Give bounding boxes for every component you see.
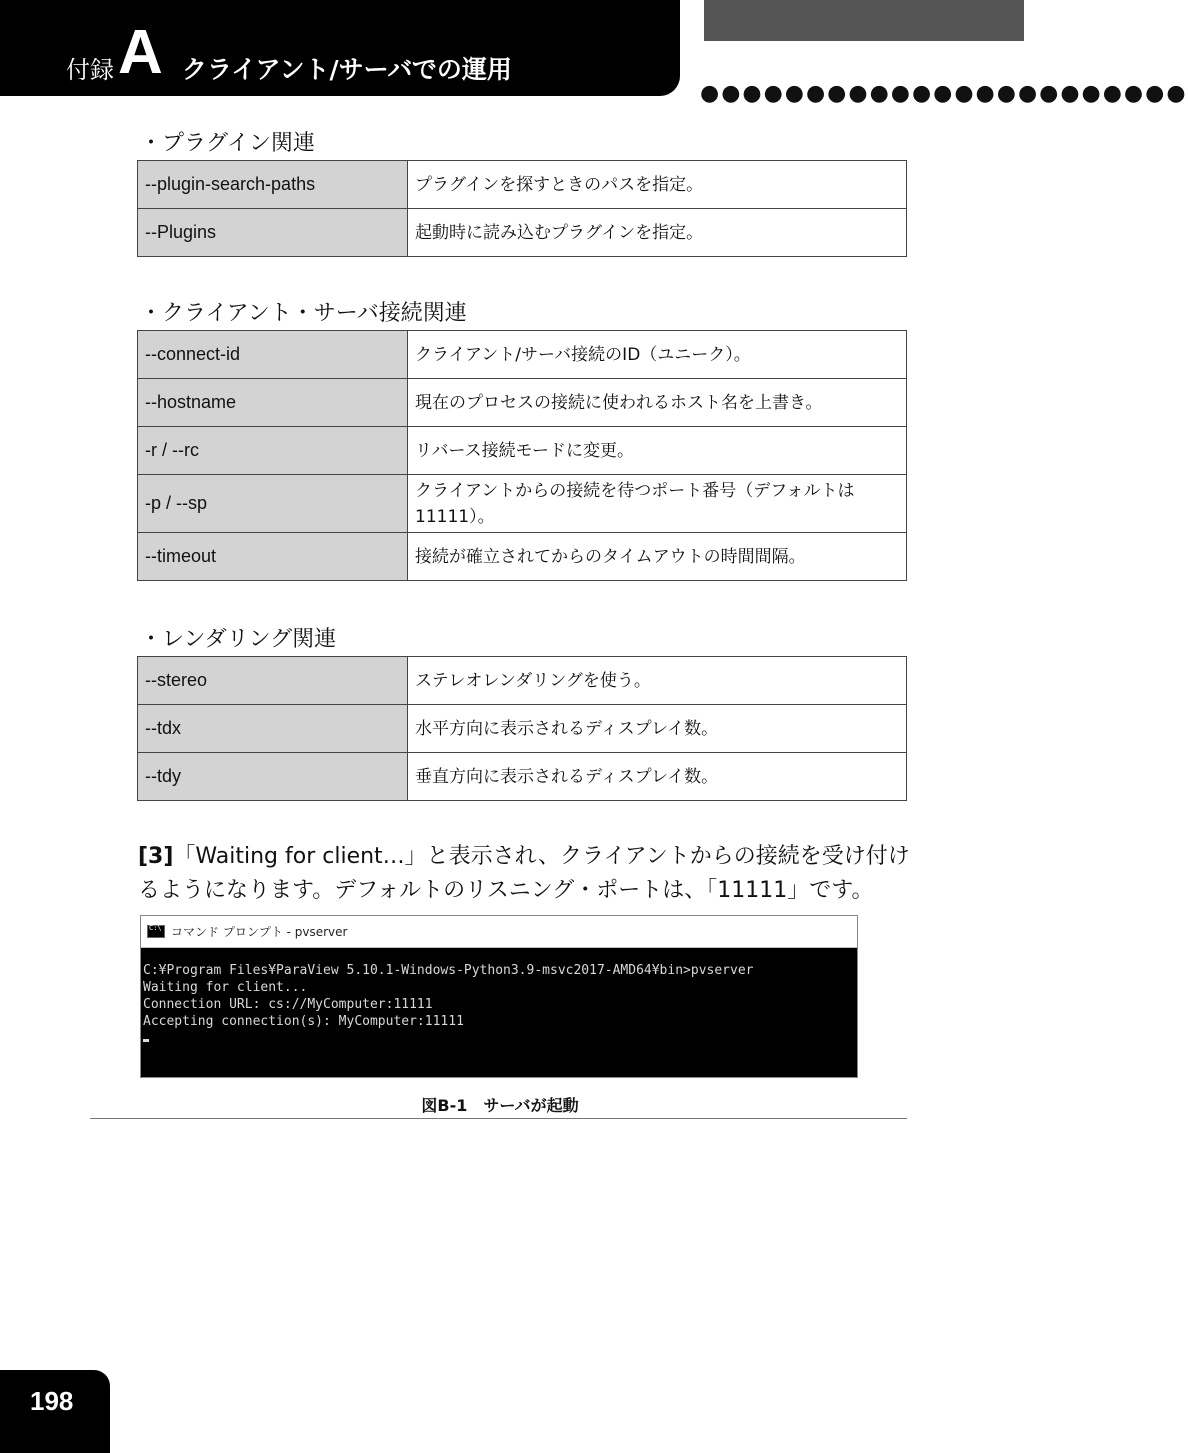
chapter-title: クライアント/サーバでの運用: [182, 55, 512, 84]
option-name: -r / --rc: [138, 427, 408, 475]
terminal-line: Connection URL: cs://MyComputer:11111: [143, 997, 433, 1012]
table-row: [138, 379, 907, 427]
step-number: [3]: [138, 844, 174, 869]
option-description: 接続が確立されてからのタイムアウトの時間間隔。: [408, 533, 907, 581]
step-text: 「Waiting for client…」と表示され、クライアントからの接続を受け付けるようになります。デフォルトのリスニング・ポートは、「11111」です。: [138, 844, 910, 903]
option-description: 水平方向に表示されるディスプレイ数。: [408, 705, 907, 753]
table-row: [138, 427, 907, 475]
options-table-plugins: [137, 160, 907, 257]
option-description: 垂直方向に表示されるディスプレイ数。: [408, 753, 907, 801]
option-name: --plugin-search-paths: [138, 161, 408, 209]
table-row: [138, 209, 907, 257]
option-description: クライアント/サーバ接続のID（ユニーク）。: [408, 331, 907, 379]
header-dot-rule: ●●●●●●●●●●●●●●●●●●●●●●●: [700, 81, 1188, 106]
section-heading-connection: ・クライアント・サーバ接続関連: [140, 301, 467, 326]
header-gray-box: [704, 0, 1024, 41]
terminal-line: Accepting connection(s): MyComputer:11111: [143, 1014, 464, 1029]
terminal-output: [141, 948, 857, 1047]
option-name: --timeout: [138, 533, 408, 581]
option-name: --stereo: [138, 657, 408, 705]
terminal-icon: [147, 925, 165, 938]
window-titlebar: [141, 916, 857, 948]
option-description: リバース接続モードに変更。: [408, 427, 907, 475]
terminal-line: C:¥Program Files¥ParaView 5.10.1-Windows-Python3.9-msvc2017-AMD64¥bin>pvserver: [143, 963, 754, 978]
terminal-line: Waiting for client...: [143, 980, 308, 995]
table-row: [138, 475, 907, 533]
section-heading-plugins: ・プラグイン関連: [140, 131, 315, 156]
command-prompt-window: [140, 915, 858, 1078]
step-paragraph: [138, 840, 918, 908]
option-description: ステレオレンダリングを使う。: [408, 657, 907, 705]
options-table-rendering: [137, 656, 907, 801]
options-table-connection: [137, 330, 907, 581]
appendix-letter: A: [118, 18, 163, 87]
option-description: プラグインを探すときのパスを指定。: [408, 161, 907, 209]
terminal-cursor: [143, 1039, 149, 1042]
table-row: [138, 705, 907, 753]
option-description: 起動時に読み込むプラグインを指定。: [408, 209, 907, 257]
option-name: -p / --sp: [138, 475, 408, 533]
option-name: --connect-id: [138, 331, 408, 379]
page-number: 198: [30, 1386, 74, 1416]
option-description: クライアントからの接続を待つポート番号（デフォルトは11111）。: [408, 475, 907, 533]
option-name: --Plugins: [138, 209, 408, 257]
table-row: [138, 753, 907, 801]
option-name: --tdy: [138, 753, 408, 801]
option-name: --tdx: [138, 705, 408, 753]
figure-caption: 図B-1 サーバが起動: [421, 1096, 579, 1115]
option-description: 現在のプロセスの接続に使われるホスト名を上書き。: [408, 379, 907, 427]
section-heading-rendering: ・レンダリング関連: [140, 627, 337, 652]
table-row: [138, 657, 907, 705]
table-row: [138, 331, 907, 379]
option-name: --hostname: [138, 379, 408, 427]
window-title: コマンド プロンプト - pvserver: [171, 925, 348, 939]
table-row: [138, 533, 907, 581]
horizontal-rule: [90, 1118, 907, 1119]
table-row: [138, 161, 907, 209]
appendix-prefix: 付録: [66, 56, 114, 84]
